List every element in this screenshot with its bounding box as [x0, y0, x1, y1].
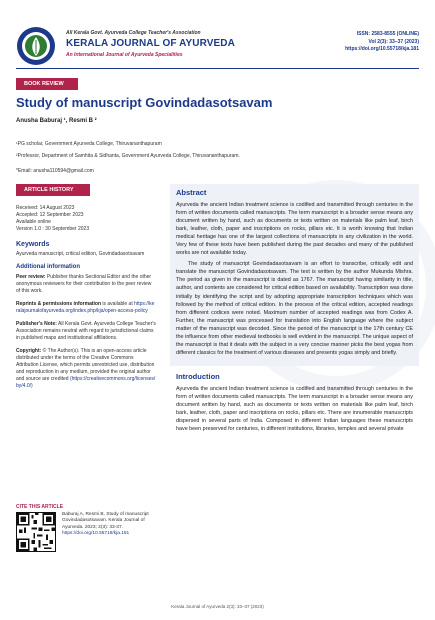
- reprints-block: [16, 301, 156, 315]
- doi-link[interactable]: https://doi.org/10.55718/kja.181: [345, 46, 419, 52]
- affiliation-1: ¹PG scholar, Government Ayurveda College, Thiruvananthapuram: [16, 141, 162, 147]
- copyright-text: © The Author(s). This is an open-access article distributed under the terms of the Creative Commons Attribution License, which permits unrestricted use, distribution and reproduction in any medium, provided the original author and source are credited: [16, 348, 155, 382]
- reprints-label: Reprints & permissions information: [16, 301, 102, 307]
- abstract-heading: Abstract: [176, 188, 207, 197]
- abstract-paragraph-2: The study of manuscript Govindadasotsavam is an effort to transcribe, critically edit and translate the manuscript Govindadasotsavam. The text is written by the author Mukunda Mishra. The period as given in the manuscript is dated as 1767. The manuscript having similarity in title, author, and contents are considered for critical edition based on availability. Transcription was done initially by identifying the script and by adopting appropriate transcription techniques which was followed by the method of critical edition. In the process of the critical edition, accepted readings from different codices were noted. Maximum number of accepted readings was from Codex A. Further, the manuscript was processed for translation into English language where the subject matter of the manuscript was decoded. Since the period of the manuscript is the 17th century CE the influence from other medieval textbooks is well evident in the manuscript. The unique aspect of the manuscript is that it deals with the subject in a very concise manner picks the best yogas from different classics for the treatment of various diseases and presents yogas simply and briefly.: [176, 261, 413, 356]
- volume: Vol 2(3): 33–37 (2023): [368, 38, 419, 45]
- accepted-date: Accepted: 12 September 2023: [16, 212, 84, 218]
- license-link[interactable]: (https://creativecommons.org/licenses/by/4.0/): [16, 376, 156, 389]
- journal-meta: [345, 31, 419, 54]
- citation-text: Baburaj A, Resmi B. Study of manuscript Govindadasotsavam. Kerala Journal of Ayurveda. 2023; 2(3): 33-37.: [62, 512, 149, 530]
- journal-tagline: An International Journal of Ayurveda Specialities: [66, 52, 183, 58]
- association-name: All Kerala Govt. Ayurveda College Teacher's Association: [66, 30, 201, 36]
- introduction-section: [170, 372, 419, 433]
- affiliation-2: ²Professor, Department of Samhita & Sidhanta, Government Ayurveda College, Thiruvananthapuram.: [16, 153, 240, 159]
- copyright-label: Copyright:: [16, 348, 42, 354]
- article-type-badge: BOOK REVIEW: [16, 78, 78, 90]
- journal-name: KERALA JOURNAL OF AYURVEDA: [66, 38, 235, 49]
- received-date: Received: 14 August 2023: [16, 205, 75, 211]
- qr-code-icon[interactable]: [16, 512, 56, 552]
- citation-doi-link[interactable]: https://doi.org/10.55718/kja.181: [62, 531, 130, 537]
- publisher-note-label: Publisher's Note:: [16, 321, 57, 327]
- peer-review-block: [16, 274, 156, 295]
- issn: ISSN: 2583-8555 (ONLINE): [356, 31, 419, 37]
- introduction-paragraph-1: Ayurveda the ancient Indian treatment science is codified and transmitted through centuries in the form of written documents called manuscripts. The term manuscript in a broader sense means any document written by hand, such as documents or texts written on materials like palm leaf, birch bark, leather, cloth, paper and inscriptions on rocks, pillars etc. There are innumerable manuscripts dispersed in several parts of India. Composed in different Indian languages these manuscripts have been preserved for centuries, in different institutions, libraries, temples and several private: [176, 385, 413, 433]
- keywords-heading: Keywords: [16, 241, 50, 248]
- peer-review-label: Peer review:: [16, 274, 46, 280]
- citation: [62, 512, 162, 538]
- publisher-note-block: [16, 321, 156, 342]
- main-column: [170, 184, 419, 436]
- abstract-paragraph-1: Ayurveda the ancient Indian treatment science is codified and transmitted through centuries in the form of written documents called manuscripts. The term manuscript in a broader sense means any document written by hand, such as documents or texts written on materials like palm leaf, birch bark, leather, cloth, paper and inscriptions on rocks, pillars etc. It is worth knowing that Indian medical heritage has one of the largest collections of manuscripts in any civilization in the world. Very few of these texts have been published during the past decades and many of the published works are not available today.: [176, 202, 413, 257]
- copyright-block: [16, 348, 156, 390]
- reprints-link[interactable]: https://keralajournalofayurveda.org/index.php/kja/open-access-policy: [16, 301, 155, 314]
- page-footer: Kerala Journal of Ayurveda 2(3): 33–37 (2023): [171, 604, 264, 609]
- publisher-note-text: All Kerala Govt. Ayurveda College Teacher's Association remains neutral with regard to jurisdictional claims in published maps and institutional affiliations.: [16, 321, 156, 341]
- available-online: Available online: [16, 219, 51, 225]
- header-divider: [16, 68, 419, 69]
- sidebar: [16, 205, 156, 396]
- article-title: Study of manuscript Govindadasotsavam: [16, 95, 273, 110]
- keywords-text: Ayurveda manuscript, critical edition, Govindadasotsavam: [16, 251, 145, 257]
- author-list: Anusha Baburaj ¹, Resmi B ²: [16, 118, 97, 124]
- introduction-heading: Introduction: [176, 371, 220, 381]
- author-email[interactable]: *Email: anusha110594@gmail.com: [16, 168, 94, 174]
- cite-heading: CITE THIS ARTICLE: [16, 504, 64, 510]
- additional-info-heading: Additional information: [16, 264, 80, 270]
- abstract-section: [170, 184, 419, 366]
- reprints-text: is available at: [102, 301, 133, 307]
- article-history-badge: ARTICLE HISTORY: [16, 184, 90, 196]
- peer-review-text: Publisher thanks Sectional Editor and the other anonymous reviewers for their contribution to the peer review of this work.: [16, 274, 152, 294]
- journal-logo-icon: [16, 26, 56, 66]
- version-date: Version 1.0 : 30 September 2023: [16, 226, 90, 232]
